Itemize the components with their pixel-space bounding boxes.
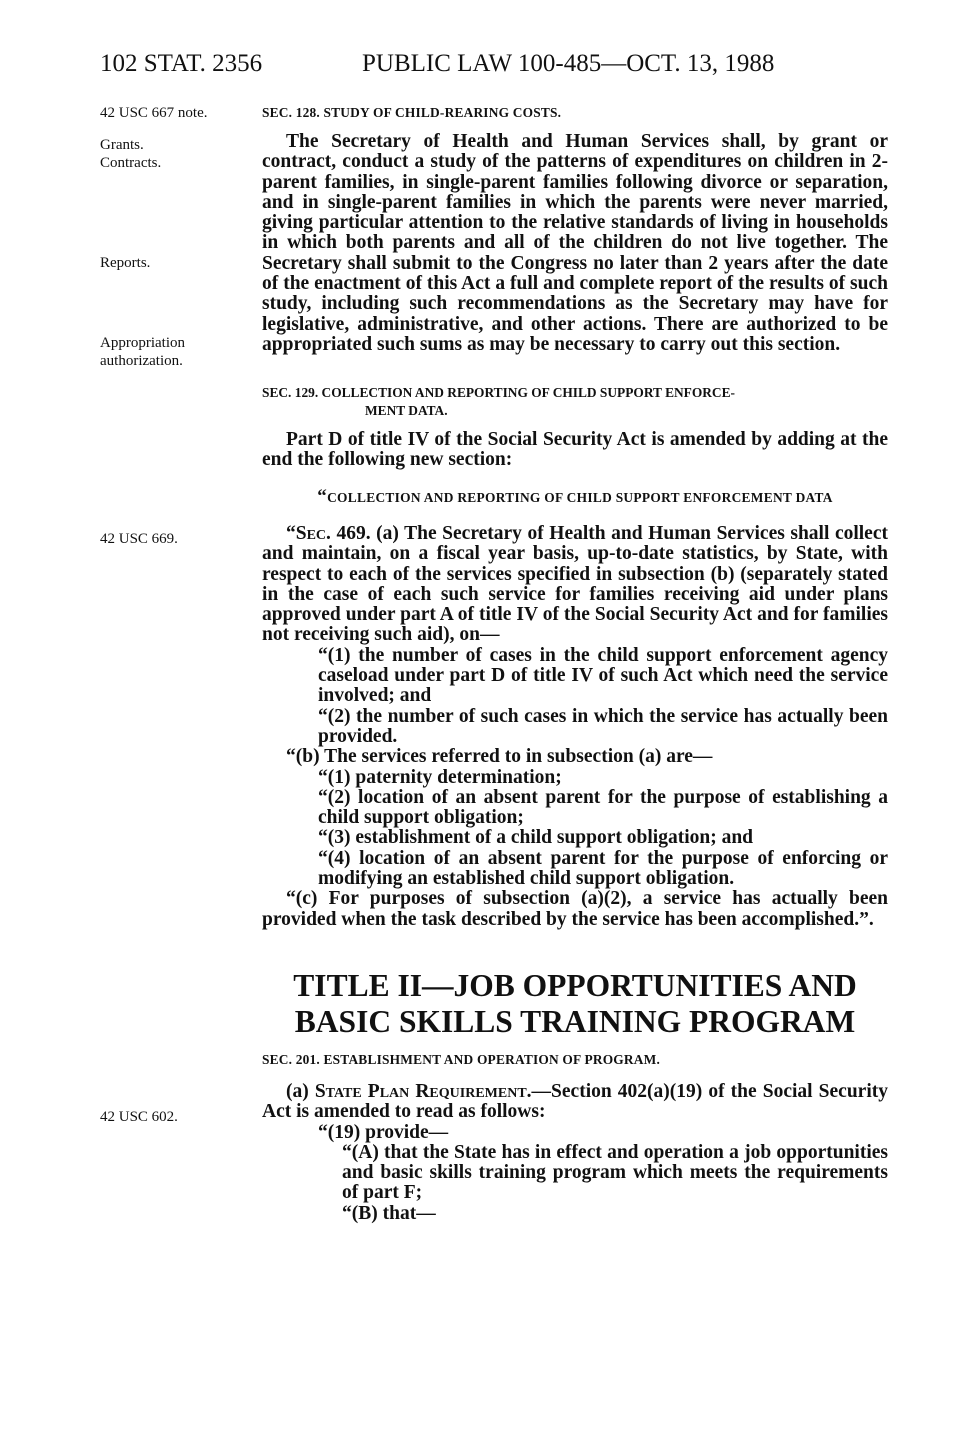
public-law-citation: PUBLIC LAW 100-485—OCT. 13, 1988	[362, 50, 775, 77]
sec469-a1	[262, 646, 888, 707]
margin-note-contracts: Contracts.	[100, 155, 162, 171]
sec129-heading-line2: MENT DATA.	[365, 403, 448, 418]
margin-note-authorization: authorization.	[100, 353, 183, 369]
sec201-heading: SEC. 201. ESTABLISHMENT AND OPERATION OF PROGRAM.	[262, 1052, 661, 1067]
sec201-pB: “(B) that—	[342, 1202, 436, 1224]
sec129-intro-paragraph: Part D of title IV of the Social Security Act is amended by adding at the end the following new section:	[262, 429, 888, 471]
sec128-body	[262, 132, 888, 355]
margin-note-usc669: 42 USC 669.	[100, 531, 178, 547]
title-ii-line1: TITLE II—JOB OPPORTUNITIES AND	[293, 968, 857, 1003]
sec469-open-quote: “	[286, 523, 296, 544]
sec469-subheading	[262, 486, 888, 508]
sec129-heading	[262, 384, 888, 420]
title-ii-line2: BASIC SKILLS TRAINING PROGRAM	[294, 1004, 856, 1039]
sec469-a2	[262, 707, 888, 748]
subheading-open-quote: “	[317, 486, 328, 507]
sec469-b3: “(3) establishment of a child support obligation; and	[318, 827, 754, 849]
sec469-sec-label: Sec	[295, 523, 327, 544]
margin-note-usc602: 42 USC 602.	[100, 1109, 178, 1125]
margin-note-reports: Reports.	[100, 255, 151, 271]
sec128-heading: SEC. 128. STUDY OF CHILD-REARING COSTS.	[262, 105, 562, 120]
sec469-body	[262, 524, 888, 930]
sec469-b1: “(1) paternity determination;	[318, 766, 562, 788]
sec201-a-text: —Section 402(a)(19) of the Social Security Act is amended to read as follows:	[262, 1081, 888, 1123]
title-ii-heading	[262, 968, 888, 1040]
margin-note-usc667: 42 USC 667 note.	[100, 105, 208, 121]
stat-citation: 102 STAT. 2356	[100, 50, 263, 77]
margin-note-appropriation: Appropriation	[100, 335, 185, 351]
sec129-heading-line1: SEC. 129. COLLECTION AND REPORTING OF CHILD SUPPORT ENFORCE-	[262, 385, 735, 400]
sec201-a-caption: State Plan Requirement.	[314, 1081, 532, 1102]
sec469-a1-text: “(1) the number of cases in the child support enforcement agency caseload under part D of title IV of such Act which need the service involved; and	[318, 644, 888, 707]
subheading-text: COLLECTION AND REPORTING OF CHILD SUPPORT ENFORCEMENT DATA	[327, 490, 833, 505]
sec469-subsection-b: “(b) The services referred to in subsection (a) are—	[286, 746, 713, 768]
sec469-b4: “(4) location of an absent parent for the purpose of enforcing or modifying an established child support obligation.	[318, 847, 888, 890]
sec469-subsection-a-text: . 469. (a) The Secretary of Health and Human Services shall collect and maintain, on a fiscal year basis, up-to-date statistics, by State, with respect to each of the services specified in subsection (b) (separately stated in the case of each such service for families receiving aid under plans approved under part A of title IV of the Social Security Act and for families not receiving such aid), on—	[262, 523, 888, 646]
sec469-subsection-c: “(c) For purposes of subsection (a)(2), a service has actually been provided when the task described by the service has been accomplished.”.	[262, 888, 888, 930]
sec201-body	[262, 1082, 888, 1224]
sec201-pA: “(A) that the State has in effect and operation a job opportunities and basic skills training program which meets the requirements of part F;	[342, 1141, 888, 1204]
sec128-paragraph: The Secretary of Health and Human Services shall, by grant or contract, conduct a study of the patterns of expenditures on children in 2-parent families, in single-parent families following divorce or separation, and in single-parent families in which the parents were never married, giving particular attention to the relative standards of living in households in which both parents and all of the children do not live together. The Secretary shall submit to the Congress no later than 2 years after the date of the enactment of this Act a full and complete report of the results of such study, including such recommendations as the Secretary may have for legislative, administrative, and other actions. There are authorized to be appropriated such sums as may be necessary to carry out this section.	[262, 131, 888, 355]
sec201-p19: “(19) provide—	[318, 1121, 449, 1143]
sec469-subsection-a	[262, 524, 888, 646]
sec469-b2: “(2) location of an absent parent for the purpose of establishing a child support obligation;	[318, 786, 888, 829]
sec129-intro	[262, 430, 888, 471]
margin-note-grants: Grants.	[100, 137, 144, 153]
sec201-a-label: (a)	[286, 1081, 315, 1102]
sec201-subsection-a	[262, 1082, 888, 1123]
sec469-a2-text: “(2) the number of such cases in which the service has actually been provided.	[318, 705, 888, 747]
